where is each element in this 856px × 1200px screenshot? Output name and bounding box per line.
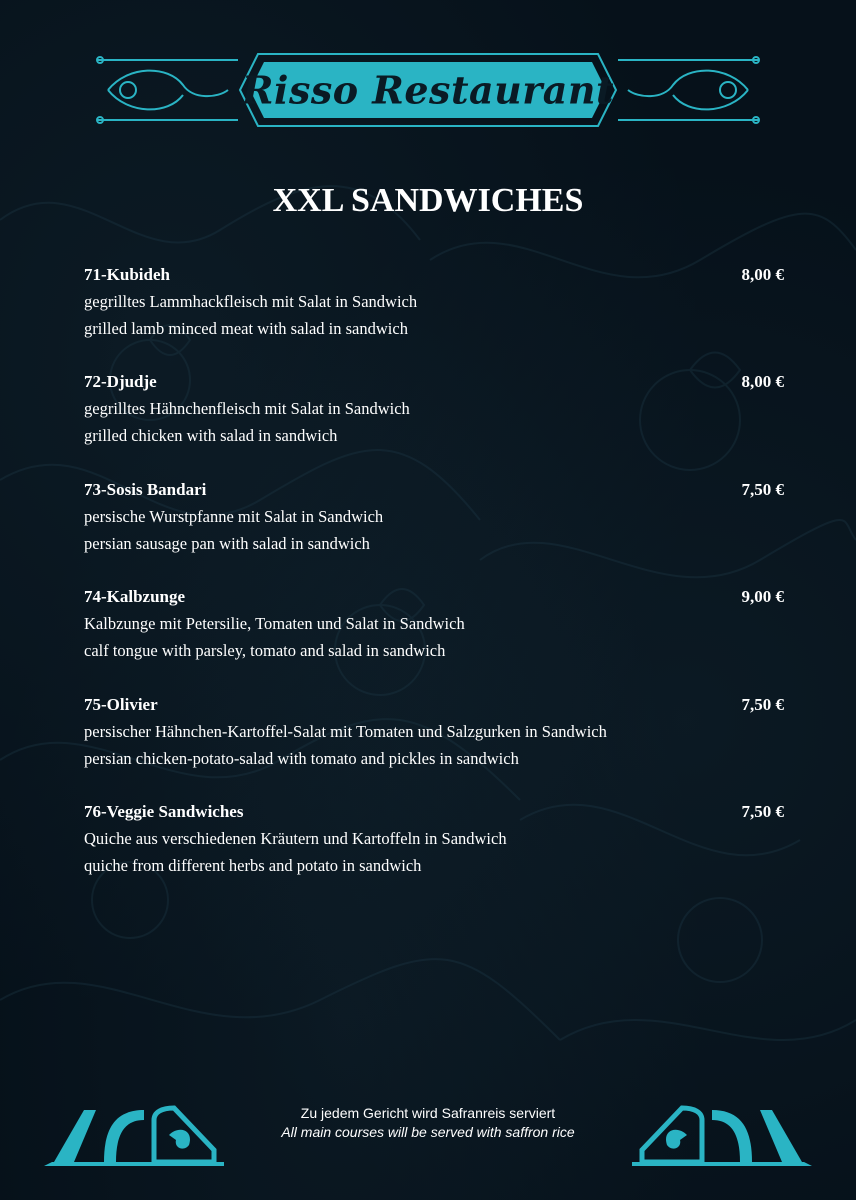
menu-item xyxy=(84,371,784,478)
menu-item-name: 75-Olivier xyxy=(84,694,158,714)
menu-item-description-en: calf tongue with parsley, tomato and salad in sandwich xyxy=(84,641,446,661)
menu-item-name: 71-Kubideh xyxy=(84,265,170,284)
menu-item-name: 76-Veggie Sandwiches xyxy=(84,801,244,821)
menu-item-description-de: Quiche aus verschiedenen Kräutern und Kartoffeln in Sandwich xyxy=(84,828,507,848)
menu-item-description-en: persian sausage pan with salad in sandwich xyxy=(84,533,370,553)
menu-item-price: 9,00 € xyxy=(741,587,784,607)
menu-item-description-en: grilled chicken with salad in sandwich xyxy=(84,426,338,446)
menu-item xyxy=(84,801,784,908)
menu-item-description-en: persian chicken-potato-salad with tomato and pickles in sandwich xyxy=(84,748,519,768)
menu-item xyxy=(84,586,784,693)
menu-item xyxy=(84,694,784,801)
page-title: XXL SANDWICHES xyxy=(272,182,584,219)
menu-item-description-en: quiche from different herbs and potato in sandwich xyxy=(84,855,422,875)
menu-item-description-en: grilled lamb minced meat with salad in sandwich xyxy=(84,319,408,338)
menu-item-price: 7,50 € xyxy=(741,479,784,499)
footer-note-de: Zu jedem Gericht wird Safranreis serviert xyxy=(300,1105,556,1121)
footer-note xyxy=(0,1104,856,1142)
menu-item xyxy=(84,264,784,371)
menu-item-name: 74-Kalbzunge xyxy=(84,587,186,607)
menu-item-price: 8,00 € xyxy=(741,265,784,284)
menu-list xyxy=(84,264,784,908)
menu-item-price: 7,50 € xyxy=(741,694,784,714)
footer-note-en: All main courses will be served with saffron rice xyxy=(281,1124,575,1140)
menu-item-name: 72-Djudje xyxy=(84,372,157,392)
menu-item-price: 7,50 € xyxy=(741,801,784,821)
menu-item-description-de: persischer Hähnchen-Kartoffel-Salat mit Tomaten und Salzgurken in Sandwich xyxy=(84,721,607,741)
menu-item-description-de: gegrilltes Lammhackfleisch mit Salat in Sandwich xyxy=(84,292,418,311)
menu-item-price: 8,00 € xyxy=(741,372,784,392)
menu-item-description-de: persische Wurstpfanne mit Salat in Sandwich xyxy=(84,506,384,526)
menu-item-description-de: Kalbzunge mit Petersilie, Tomaten und Salat in Sandwich xyxy=(84,614,465,634)
menu-item-name: 73-Sosis Bandari xyxy=(84,479,207,499)
restaurant-name: Risso Restaurant xyxy=(241,67,615,113)
restaurant-logo-banner xyxy=(88,40,768,140)
menu-item-description-de: gegrilltes Hähnchenfleisch mit Salat in Sandwich xyxy=(84,399,410,419)
menu-item xyxy=(84,479,784,586)
